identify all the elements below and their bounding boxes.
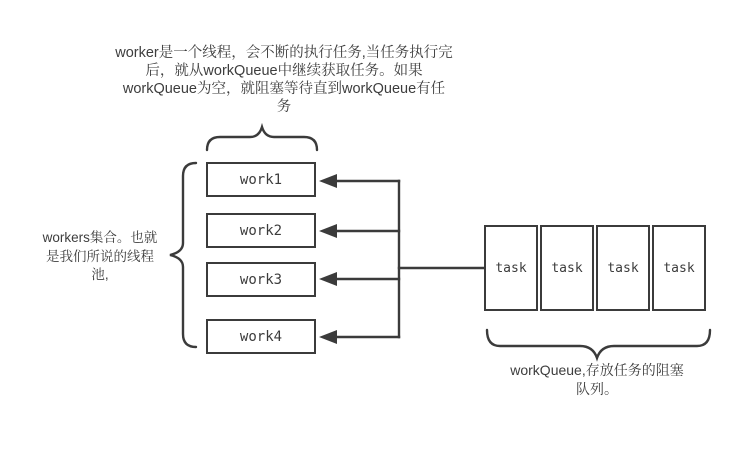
arrowhead-work3-icon: [319, 272, 337, 286]
worker-description-line: workQueue为空，就阻塞等待直到workQueue有任: [122, 81, 446, 97]
worker-box-work1: work1: [206, 162, 316, 197]
worker-box-work4: work4: [206, 319, 316, 354]
arrowhead-work2-icon: [319, 224, 337, 238]
arrowhead-work4-icon: [319, 330, 337, 344]
worker-box-work3: work3: [206, 262, 316, 297]
worker-description-line: worker是一个线程，会不断的执行任务,当任务执行完: [115, 45, 453, 61]
workqueue-description-line: 队列。: [576, 381, 618, 397]
arrowhead-work1-icon: [319, 174, 337, 188]
workers-collection-line: 池,: [91, 267, 109, 282]
workqueue-description-line: workQueue,存放任务的阻塞: [510, 362, 684, 378]
task-queue-cell: task: [484, 225, 538, 311]
worker-box-work2: work2: [206, 213, 316, 248]
task-queue-cell: task: [540, 225, 594, 311]
workers-collection-text: [25, 229, 175, 285]
underbrace-workqueue-icon: [487, 330, 710, 358]
workers-collection-line: 是我们所说的线程: [46, 248, 154, 264]
task-queue-cell: task: [652, 225, 706, 311]
overbrace-workers-icon: [207, 127, 317, 150]
worker-description-line: 务: [276, 99, 292, 115]
workers-collection-line: workers集合。也就: [42, 230, 158, 245]
worker-description-text: [104, 44, 464, 116]
worker-description-line: 后，就从workQueue中继续获取任务。如果: [145, 63, 423, 79]
task-queue-cell: task: [596, 225, 650, 311]
workqueue-description-text: [468, 361, 726, 399]
